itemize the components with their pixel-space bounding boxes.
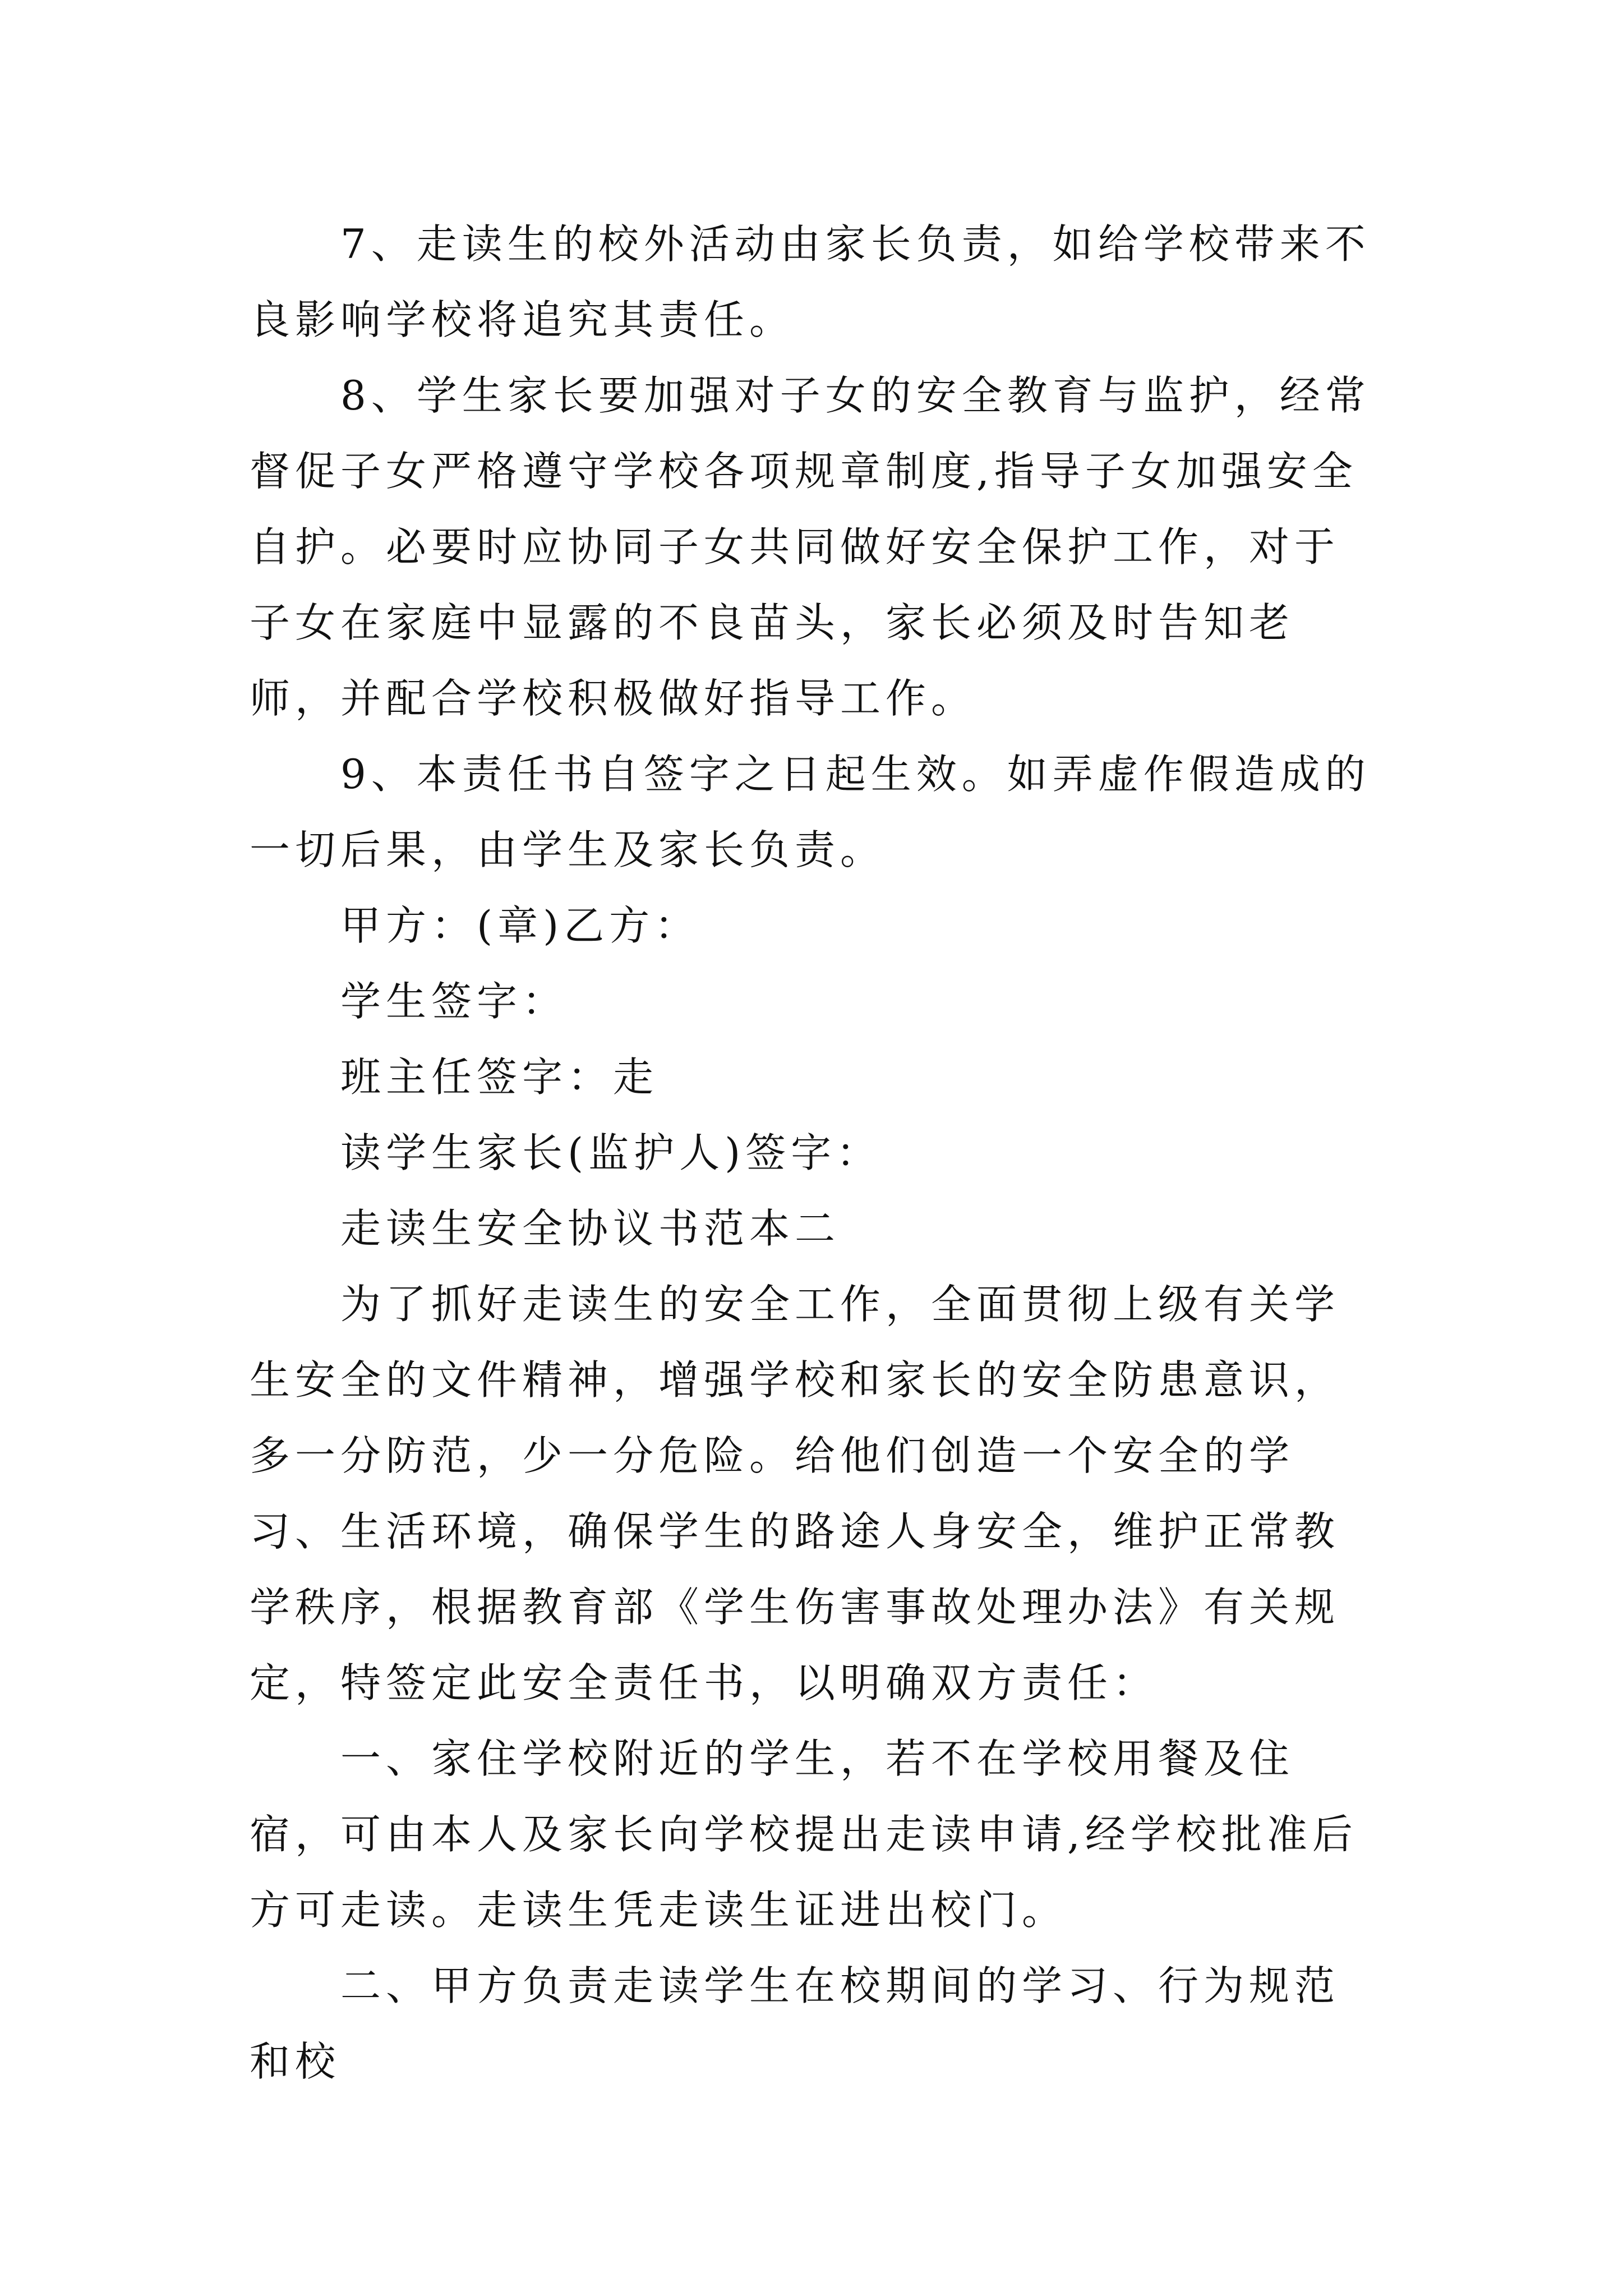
clause-9-paragraph: 9、本责任书自签字之日起生效。如弄虚作假造成的一切后果，由学生及家长负责。 [250, 751, 1371, 873]
teacher-signature-line: 班主任签字：走 [340, 1053, 659, 1101]
clause-two-paragraph: 二、甲方负责走读学生在校期间的学习、行为规范和校 [250, 1962, 1340, 2085]
parent-signature-line: 读学生家长(监护人)签字： [340, 1129, 882, 1176]
clause-8-paragraph: 8、学生家长要加强对子女的安全教育与监护，经常督促子女严格遵守学校各项规章制度,指导子女加强安全自护。必要时应协同子女共同做好安全保护工作，对于子女在家庭中显露的不良苗头，家长必须及时告知老师，并配合学校积极做好指导工作。 [250, 372, 1371, 722]
party-a-signature-line: 甲方：(章)乙方： [340, 902, 700, 949]
student-signature-line: 学生签字： [340, 978, 568, 1025]
intro-paragraph: 为了抓好走读生的安全工作，全面贯彻上级有关学生安全的文件精神，增强学校和家长的安全防患意识，多一分防范，少一分危险。给他们创造一个安全的学习、生活环境，确保学生的路途人身安全，维护正常教学秩序，根据教育部《学生伤害事故处理办法》有关规定，特签定此安全责任书，以明确双方责任： [250, 1281, 1340, 1706]
section-heading: 走读生安全协议书范本二 [340, 1205, 841, 1252]
clause-7-paragraph: 7、走读生的校外活动由家长负责，如给学校带来不良影响学校将追究其责任。 [250, 220, 1371, 343]
clause-one-paragraph: 一、家住学校附近的学生，若不在学校用餐及住宿，可由本人及家长向学校提出走读申请,经学校批准后方可走读。走读生凭走读生证进出校门。 [250, 1735, 1358, 1934]
document-body [250, 206, 1377, 2100]
